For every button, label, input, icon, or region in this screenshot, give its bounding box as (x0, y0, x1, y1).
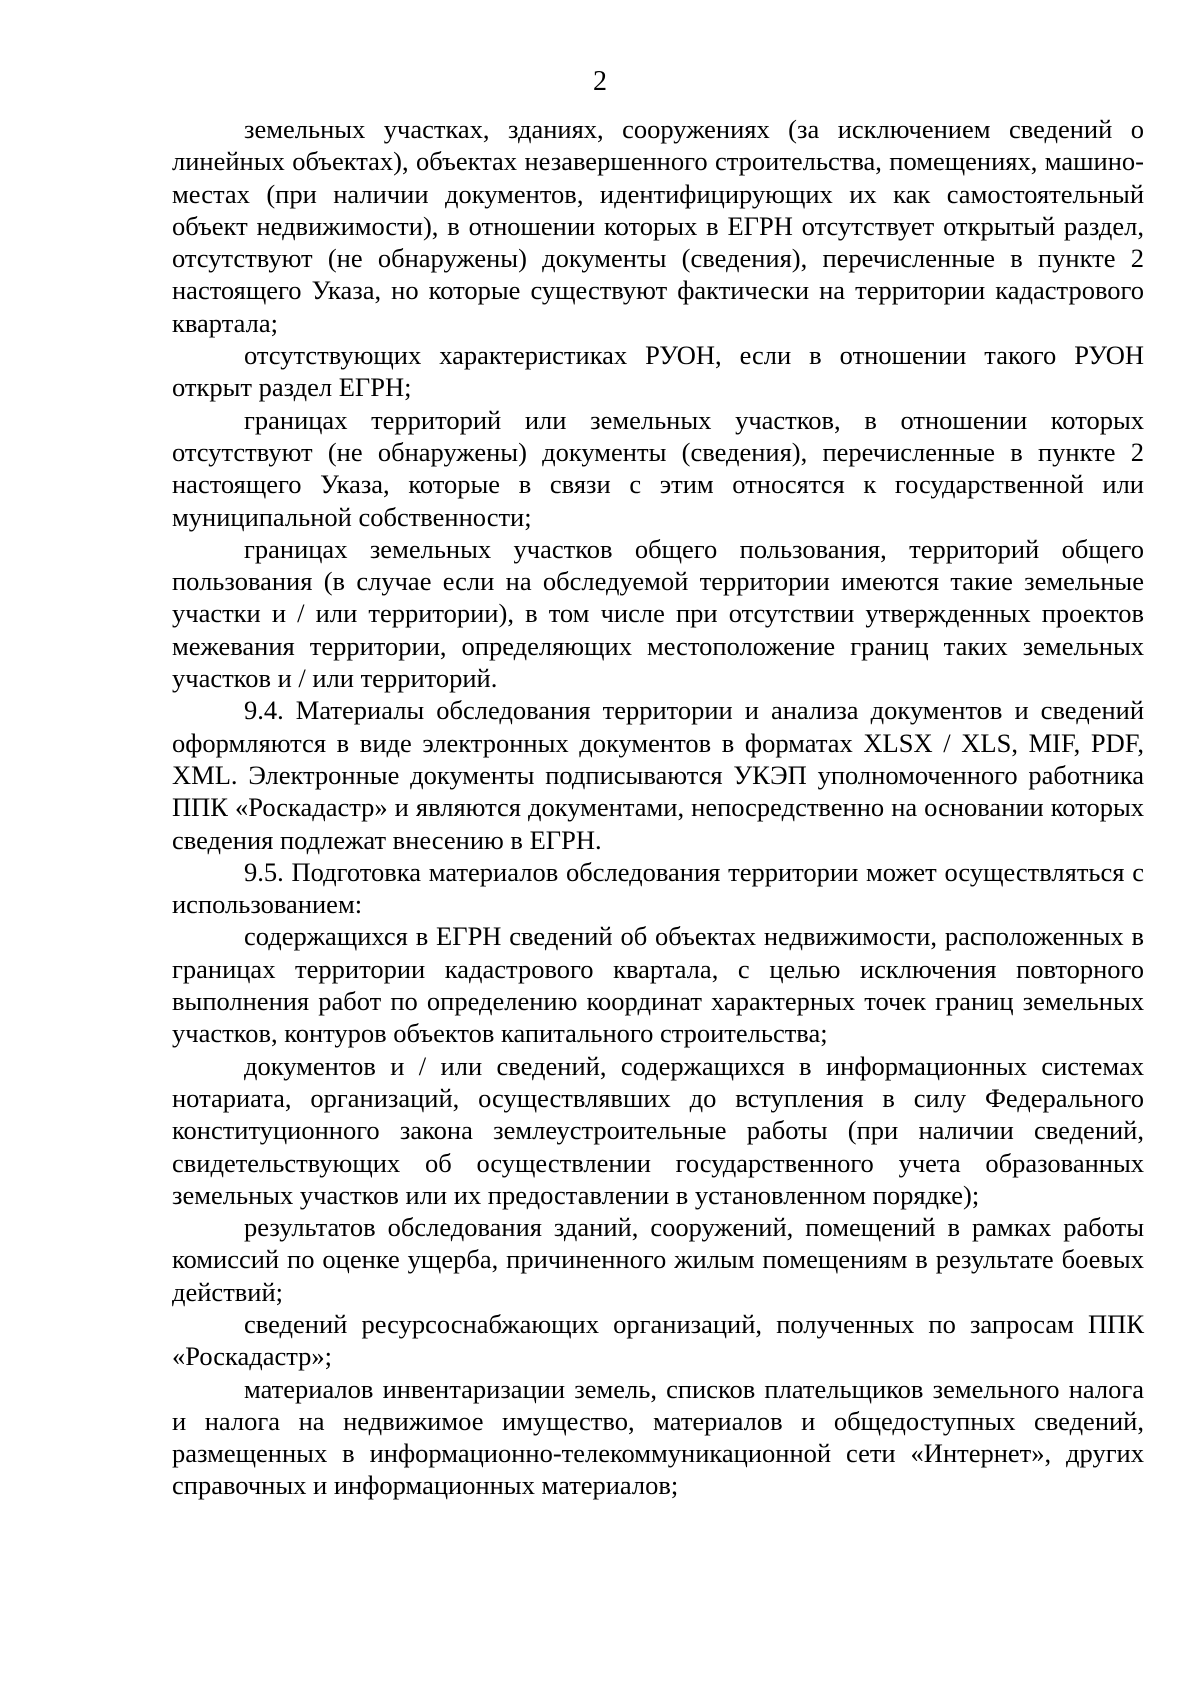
document-body (172, 113, 1144, 1502)
paragraph-item-9-5: 9.5. Подготовка материалов обследования территории может осуществляться с использованием: (172, 856, 1144, 920)
paragraph-inventory-materials: материалов инвентаризации земель, списков плательщиков земельного налога и налога на недвижимое имущество, материалов и общедоступных сведений, размещенных в информационно-телекоммуникационной сети «Интернет», других справочных и информационных материалов; (172, 1373, 1144, 1501)
paragraph-egrn-data: содержащихся в ЕГРН сведений об объектах недвижимости, расположенных в границах территории кадастрового квартала, с целью исключения повторного выполнения работ по определению координат характерных точек границ земельных участков, контуров объектов капитального строительства; (172, 921, 1144, 1049)
paragraph-utility-data: сведений ресурсоснабжающих организаций, полученных по запросам ППК «Роскадастр»; (172, 1308, 1144, 1372)
page-number: 2 (593, 66, 607, 97)
paragraph-missing-characteristics: отсутствующих характеристиках РУОН, если в отношении такого РУОН открыт раздел ЕГРН; (172, 340, 1144, 403)
paragraph-notary-documents: документов и / или сведений, содержащихся в информационных системах нотариата, организаций, осуществлявших до вступления в силу Федерального конституционного закона землеустроительные работы (при наличии сведений, свидетельствующих об осуществлении государственного учета образованных земельных участков или их предоставлении в установленном порядке); (172, 1050, 1144, 1210)
paragraph-item-9-4: 9.4. Материалы обследования территории и анализа документов и сведений оформляются в виде электронных документов в форматах XLSX / XLS, MIF, PDF, XML. Электронные документы подписываются УКЭП уполномоченного работника ППК «Роскадастр» и являются документами, непосредственно на основании которых сведения подлежат внесению в ЕГРН. (172, 695, 1144, 855)
paragraph-damage-commission: результатов обследования зданий, сооружений, помещений в рамках работы комиссий по оценке ущерба, причиненного жилым помещениям в результате боевых действий; (172, 1212, 1144, 1307)
paragraph-territory-boundaries: границах территорий или земельных участков, в отношении которых отсутствуют (не обнаружены) документы (сведения), перечисленные в пункте 2 настоящего Указа, которые в связи с этим относятся к государственной или муниципальной собственности; (172, 404, 1144, 532)
paragraph-public-land-boundaries: границах земельных участков общего пользования, территорий общего пользования (в случае если на обследуемой территории имеются такие земельные участки и / или территории), в том числе при отсутствии утвержденных проектов межевания территории, определяющих местоположение границ таких земельных участков и / или территорий. (172, 533, 1144, 694)
paragraph-land-plots-buildings: земельных участках, зданиях, сооружениях (за исключением сведений о линейных объектах), объектах незавершенного строительства, помещениях, машино-местах (при наличии документов, идентифицирующих их как самостоятельный объект недвижимости), в отношении которых в ЕГРН отсутствует открытый раздел, отсутствуют (не обнаружены) документы (сведения), перечисленные в пункте 2 настоящего Указа, но которые существуют фактически на территории кадастрового квартала; (172, 114, 1144, 338)
